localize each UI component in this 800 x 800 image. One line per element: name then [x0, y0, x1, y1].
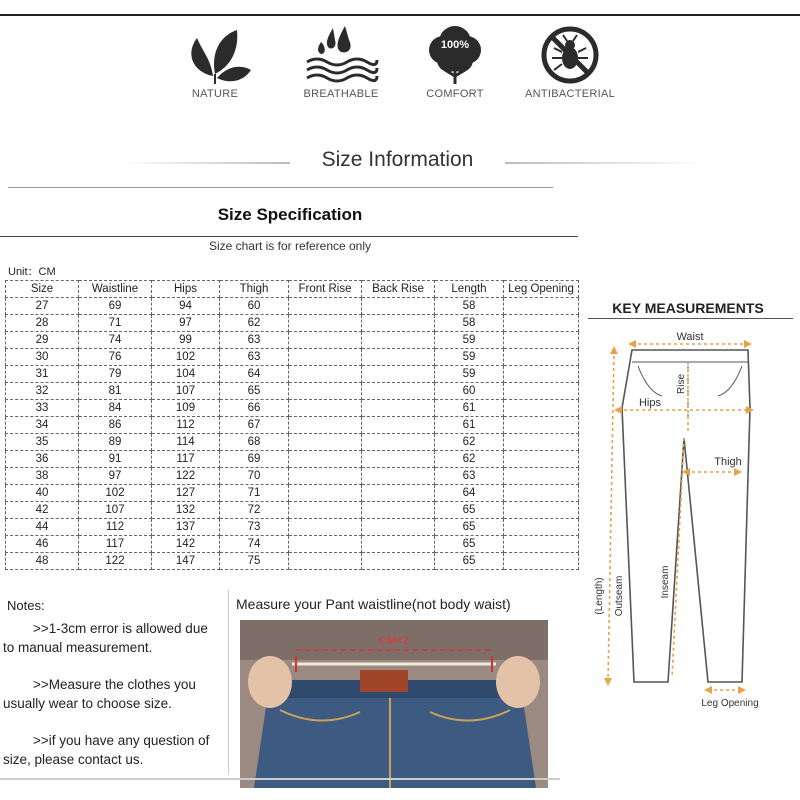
- table-cell: 31: [6, 366, 79, 383]
- table-row: [6, 434, 579, 451]
- table-cell: 109: [152, 400, 220, 417]
- divider: [0, 778, 560, 780]
- table-row: [6, 502, 579, 519]
- table-cell: 40: [6, 485, 79, 502]
- outseam-label: Outseam: [614, 575, 625, 617]
- table-cell: [504, 536, 579, 553]
- table-cell: 36: [6, 451, 79, 468]
- table-cell: 60: [435, 383, 504, 400]
- column-header: Leg Opening: [504, 281, 579, 298]
- table-cell: [362, 553, 435, 570]
- table-cell: 60: [220, 298, 289, 315]
- note-line: >>Measure the clothes you: [33, 677, 196, 692]
- table-cell: [504, 553, 579, 570]
- note-item: [3, 731, 225, 769]
- table-cell: [504, 434, 579, 451]
- hips-label: Hips: [638, 397, 662, 409]
- table-cell: [362, 315, 435, 332]
- column-header: Thigh: [220, 281, 289, 298]
- table-cell: 99: [152, 332, 220, 349]
- table-cell: [504, 451, 579, 468]
- cotton-icon: [415, 24, 495, 86]
- table-cell: 32: [6, 383, 79, 400]
- table-cell: 44: [6, 519, 79, 536]
- table-cell: 65: [435, 519, 504, 536]
- table-cell: [362, 485, 435, 502]
- table-cell: [504, 417, 579, 434]
- table-cell: [504, 519, 579, 536]
- note-item: [3, 675, 225, 713]
- table-cell: [289, 332, 362, 349]
- table-cell: [504, 366, 579, 383]
- table-cell: [504, 349, 579, 366]
- table-row: [6, 349, 579, 366]
- table-cell: 142: [152, 536, 220, 553]
- table-cell: [289, 400, 362, 417]
- column-header: Waistline: [79, 281, 152, 298]
- table-cell: 72: [220, 502, 289, 519]
- divider: [588, 318, 793, 319]
- table-cell: 91: [79, 451, 152, 468]
- divider: [228, 590, 229, 775]
- size-table: [5, 280, 579, 570]
- table-row: [6, 366, 579, 383]
- table-cell: 117: [79, 536, 152, 553]
- table-row: [6, 400, 579, 417]
- table-cell: 63: [220, 349, 289, 366]
- table-cell: 46: [6, 536, 79, 553]
- table-cell: 62: [220, 315, 289, 332]
- top-border: [0, 14, 800, 16]
- table-cell: 42: [6, 502, 79, 519]
- table-cell: 127: [152, 485, 220, 502]
- table-cell: 65: [435, 553, 504, 570]
- table-row: [6, 383, 579, 400]
- notes-panel: [3, 588, 225, 778]
- table-cell: 58: [435, 315, 504, 332]
- table-cell: 102: [152, 349, 220, 366]
- table-cell: 38: [6, 468, 79, 485]
- table-cell: 86: [79, 417, 152, 434]
- table-cell: [504, 485, 579, 502]
- table-header-row: [6, 281, 579, 298]
- table-cell: [289, 468, 362, 485]
- notes-title: Notes:: [7, 598, 45, 613]
- section-title: Size Information: [321, 148, 474, 171]
- table-cell: 117: [152, 451, 220, 468]
- table-cell: 29: [6, 332, 79, 349]
- table-row: [6, 468, 579, 485]
- table-cell: 71: [220, 485, 289, 502]
- table-cell: 112: [152, 417, 220, 434]
- leg-opening-label: Leg Opening: [701, 698, 759, 709]
- table-cell: 63: [435, 468, 504, 485]
- table-cell: 79: [79, 366, 152, 383]
- table-cell: 33: [6, 400, 79, 417]
- table-cell: [362, 383, 435, 400]
- table-cell: 48: [6, 553, 79, 570]
- table-cell: [504, 315, 579, 332]
- key-measurements-title: KEY MEASUREMENTS: [612, 300, 764, 316]
- table-cell: 73: [220, 519, 289, 536]
- table-cell: 70: [220, 468, 289, 485]
- table-cell: 122: [152, 468, 220, 485]
- table-row: [6, 332, 579, 349]
- table-cell: [289, 349, 362, 366]
- table-row: [6, 451, 579, 468]
- table-cell: 62: [435, 451, 504, 468]
- table-cell: 63: [220, 332, 289, 349]
- table-cell: 59: [435, 366, 504, 383]
- table-row: [6, 519, 579, 536]
- table-cell: [362, 366, 435, 383]
- table-cell: [289, 451, 362, 468]
- table-cell: 67: [220, 417, 289, 434]
- table-cell: 64: [435, 485, 504, 502]
- table-cell: [362, 536, 435, 553]
- table-cell: [289, 366, 362, 383]
- table-row: [6, 485, 579, 502]
- rise-label: Rise: [676, 373, 687, 395]
- table-cell: 74: [220, 536, 289, 553]
- table-cell: [362, 434, 435, 451]
- table-cell: [289, 502, 362, 519]
- feature-comfort: [400, 24, 510, 100]
- table-cell: 147: [152, 553, 220, 570]
- water-drops-icon: [301, 24, 381, 86]
- feature-label: ANTIBACTERIAL: [524, 88, 616, 100]
- table-cell: 122: [79, 553, 152, 570]
- table-cell: [289, 417, 362, 434]
- feature-breathable: [286, 24, 396, 100]
- table-cell: 64: [220, 366, 289, 383]
- table-row: [6, 417, 579, 434]
- table-cell: [362, 468, 435, 485]
- leaves-icon: [175, 24, 255, 86]
- column-header: Hips: [152, 281, 220, 298]
- feature-label: NATURE: [191, 88, 239, 100]
- table-cell: 28: [6, 315, 79, 332]
- length-label: (Length): [594, 577, 605, 615]
- comfort-badge: 100%: [440, 39, 470, 51]
- table-cell: 68: [220, 434, 289, 451]
- spec-note: Size chart is for reference only: [208, 239, 372, 253]
- waist-measure-photo: [240, 620, 548, 788]
- table-cell: 107: [79, 502, 152, 519]
- table-cell: 65: [220, 383, 289, 400]
- divider: [505, 162, 705, 164]
- table-cell: [362, 400, 435, 417]
- table-cell: 84: [79, 400, 152, 417]
- column-header: Length: [435, 281, 504, 298]
- table-cell: [362, 451, 435, 468]
- note-line: size, please contact us.: [3, 752, 144, 767]
- table-cell: [289, 434, 362, 451]
- note-line: >>1-3cm error is allowed due: [33, 621, 208, 636]
- table-cell: 137: [152, 519, 220, 536]
- table-cell: 61: [435, 417, 504, 434]
- waist-label: Waist: [676, 331, 704, 343]
- table-cell: 35: [6, 434, 79, 451]
- inseam-label: Inseam: [660, 565, 671, 599]
- table-cell: 59: [435, 349, 504, 366]
- table-row: [6, 298, 579, 315]
- table-cell: 114: [152, 434, 220, 451]
- table-cell: 104: [152, 366, 220, 383]
- thigh-label: Thigh: [714, 456, 742, 468]
- table-cell: [362, 417, 435, 434]
- divider: [120, 162, 290, 164]
- table-cell: [289, 383, 362, 400]
- no-bug-icon: [530, 24, 610, 86]
- column-header: Front Rise: [289, 281, 362, 298]
- table-cell: 94: [152, 298, 220, 315]
- note-item: [3, 619, 225, 657]
- table-cell: 69: [79, 298, 152, 315]
- table-cell: 69: [220, 451, 289, 468]
- divider: [8, 187, 553, 188]
- note-line: usually wear to choose size.: [3, 696, 172, 711]
- pants-diagram: [588, 322, 800, 722]
- table-cell: 89: [79, 434, 152, 451]
- table-cell: 65: [435, 536, 504, 553]
- table-cell: 107: [152, 383, 220, 400]
- table-cell: 66: [220, 400, 289, 417]
- table-cell: [289, 519, 362, 536]
- table-cell: [289, 553, 362, 570]
- table-cell: 102: [79, 485, 152, 502]
- unit-label: Unit：CM: [8, 266, 56, 278]
- note-line: >>if you have any question of: [33, 733, 210, 748]
- table-cell: [289, 298, 362, 315]
- table-cell: [289, 315, 362, 332]
- table-cell: 97: [79, 468, 152, 485]
- column-header: Size: [6, 281, 79, 298]
- table-cell: [362, 332, 435, 349]
- table-cell: 75: [220, 553, 289, 570]
- table-cell: 27: [6, 298, 79, 315]
- table-cell: 58: [435, 298, 504, 315]
- table-cell: [362, 502, 435, 519]
- note-line: to manual measurement.: [3, 640, 153, 655]
- table-cell: 74: [79, 332, 152, 349]
- spec-title: Size Specification: [217, 205, 363, 224]
- measure-title: Measure your Pant waistline(not body waist): [236, 596, 511, 612]
- table-cell: [504, 298, 579, 315]
- table-cell: 71: [79, 315, 152, 332]
- table-cell: [504, 468, 579, 485]
- cm-x2-label: CM×2: [379, 635, 409, 647]
- table-cell: [289, 536, 362, 553]
- table-cell: 97: [152, 315, 220, 332]
- table-cell: [289, 485, 362, 502]
- feature-label: BREATHABLE: [303, 88, 379, 100]
- table-cell: [504, 332, 579, 349]
- table-row: [6, 536, 579, 553]
- table-cell: [362, 349, 435, 366]
- table-cell: 59: [435, 332, 504, 349]
- table-row: [6, 315, 579, 332]
- table-cell: 34: [6, 417, 79, 434]
- feature-nature: [160, 24, 270, 100]
- table-cell: 61: [435, 400, 504, 417]
- table-cell: 81: [79, 383, 152, 400]
- divider: [0, 236, 578, 237]
- table-cell: 112: [79, 519, 152, 536]
- table-cell: 30: [6, 349, 79, 366]
- table-cell: [504, 502, 579, 519]
- table-cell: [362, 298, 435, 315]
- table-row: [6, 553, 579, 570]
- table-cell: 65: [435, 502, 504, 519]
- feature-antibacterial: [515, 24, 625, 100]
- table-cell: [504, 383, 579, 400]
- table-cell: 62: [435, 434, 504, 451]
- column-header: Back Rise: [362, 281, 435, 298]
- table-cell: [504, 400, 579, 417]
- table-cell: 132: [152, 502, 220, 519]
- table-cell: [362, 519, 435, 536]
- table-cell: 76: [79, 349, 152, 366]
- feature-label: COMFORT: [426, 88, 484, 100]
